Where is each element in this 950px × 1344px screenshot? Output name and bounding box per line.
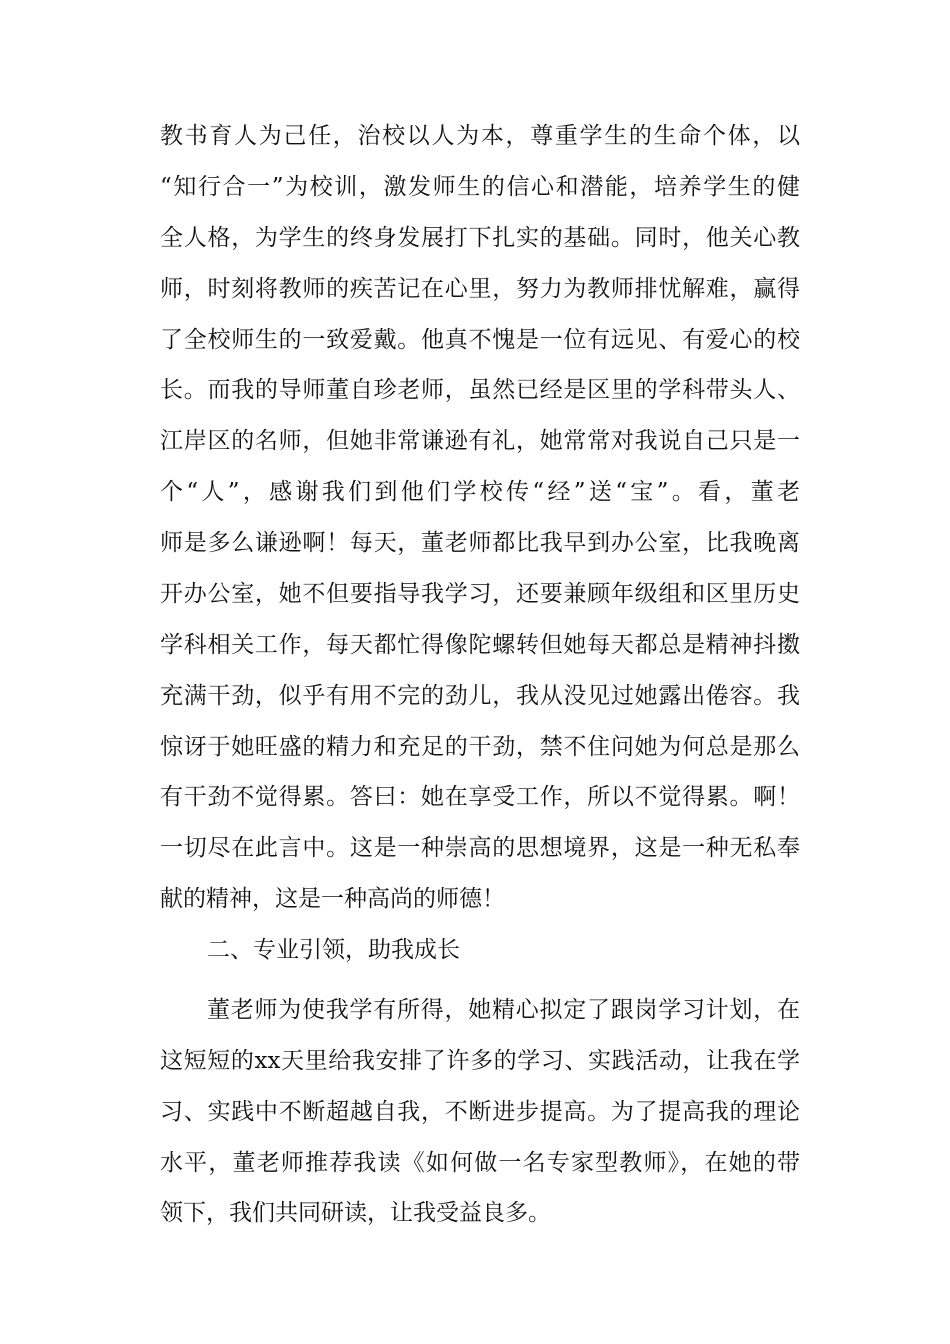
text-line: 一切尽在此言中。这是一种崇高的思想境界，这是一种无私奉 (160, 835, 800, 861)
text-line: 师，时刻将教师的疾苦记在心里，努力为教师排忧解难，赢得 (160, 276, 800, 302)
text-line: 领下，我们共同研读，让我受益良多。 (160, 1200, 551, 1226)
text-line: 习、实践中不断超越自我，不断进步提高。为了提高我的理论 (160, 1099, 800, 1125)
text-line: “知行合一”为校训，激发师生的信心和潜能，培养学生的健 (160, 174, 800, 200)
text-line: 师是多么谦逊啊！每天，董老师都比我早到办公室，比我晚离 (160, 530, 800, 556)
section-heading: 二、专业引领，助我成长 (207, 937, 460, 963)
text-line: 惊讶于她旺盛的精力和充足的干劲，禁不住问她为何总是那么 (160, 734, 800, 760)
text-line: 个“人”，感谢我们到他们学校传“经”送“宝”。看，董老 (160, 479, 800, 505)
text-line: 董老师为使我学有所得，她精心拟定了跟岗学习计划，在 (207, 997, 800, 1023)
text-line: 学科相关工作，每天都忙得像陀螺转但她每天都总是精神抖擞 (160, 632, 800, 658)
text-line: 水平，董老师推荐我读《如何做一名专家型教师》，在她的带 (160, 1150, 800, 1176)
text-line: 全人格，为学生的终身发展打下扎实的基础。同时，他关心教 (160, 225, 800, 251)
text-line: 有干劲不觉得累。答曰：她在享受工作，所以不觉得累。啊！ (160, 784, 800, 810)
text-line: 长。而我的导师董自珍老师，虽然已经是区里的学科带头人、 (160, 377, 800, 403)
text-line: 献的精神，这是一种高尚的师德！ (160, 886, 505, 912)
text-line: 江岸区的名师，但她非常谦逊有礼，她常常对我说自己只是一 (160, 428, 800, 454)
text-line: 了全校师生的一致爱戴。他真不愧是一位有远见、有爱心的校 (160, 327, 800, 353)
text-line: 充满干劲，似乎有用不完的劲儿，我从没见过她露出倦容。我 (160, 683, 800, 709)
text-line: 这短短的xx天里给我安排了许多的学习、实践活动，让我在学 (160, 1048, 800, 1074)
text-line: 教书育人为己任，治校以人为本，尊重学生的生命个体，以 (160, 123, 800, 149)
text-line: 开办公室，她不但要指导我学习，还要兼顾年级组和区里历史 (160, 581, 800, 607)
